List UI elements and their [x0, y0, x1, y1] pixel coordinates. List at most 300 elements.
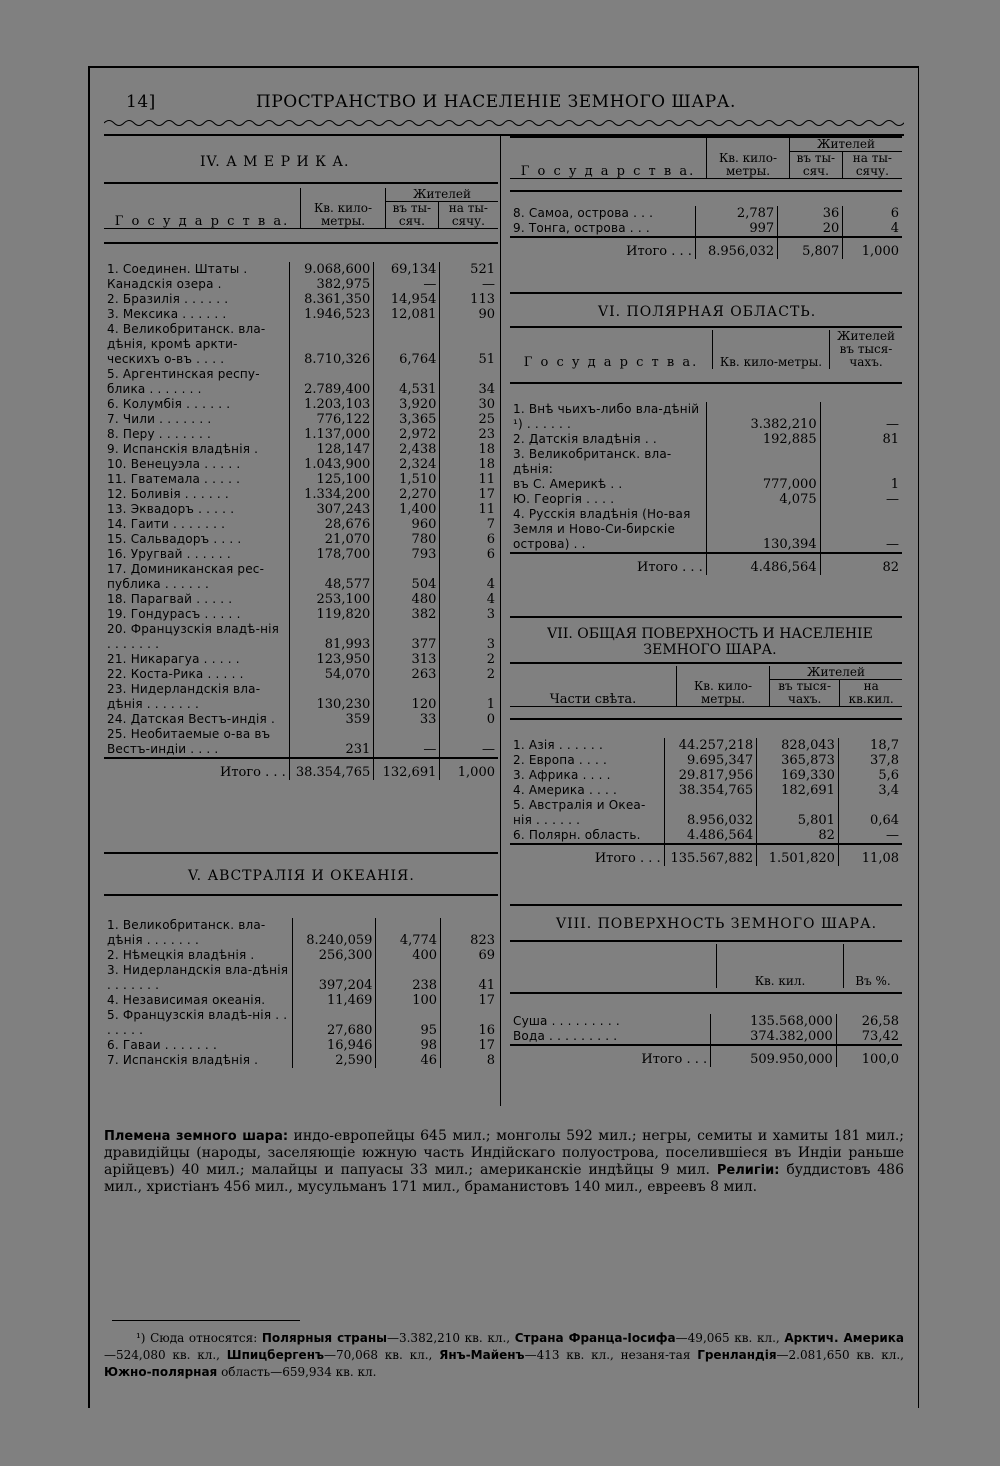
row-value: 54,070: [289, 667, 373, 682]
row-value: [820, 447, 902, 477]
table-row: [104, 1008, 498, 1038]
column-separator: [500, 136, 501, 1106]
row-label: 7. Чили . . . . . . .: [107, 412, 212, 426]
row-label: 6. Колумбія . . . . . .: [107, 397, 231, 411]
table-row: [510, 507, 902, 553]
row-value: 37,8: [838, 753, 902, 768]
row-value: 125,100: [289, 472, 373, 487]
row-value: 11: [440, 472, 498, 487]
australia-table: [104, 918, 498, 1068]
row-value: 16: [441, 1008, 498, 1038]
rule: [510, 940, 902, 942]
col-area: Кв. кило-метры.: [301, 188, 386, 229]
row-label: 6. Гаваи . . . . . . .: [107, 1038, 217, 1052]
australia-title: V. АВСТРАЛІЯ И ОКЕАНІЯ.: [188, 868, 415, 884]
row-value: —: [820, 402, 902, 432]
row-value: 0,64: [838, 798, 902, 828]
row-value: 997: [695, 221, 777, 237]
table-row: [510, 1029, 902, 1045]
row-value: 253,100: [289, 592, 373, 607]
row-value: 18: [440, 442, 498, 457]
row-value: —: [374, 277, 440, 292]
table-row: [104, 397, 498, 412]
total-row: [510, 553, 902, 575]
row-value: 7: [440, 517, 498, 532]
row-value: 8: [441, 1053, 498, 1068]
polar-header: [510, 330, 902, 369]
total-value: 8.956,032: [695, 237, 777, 259]
total-row: [510, 237, 902, 259]
row-value: 27,680: [292, 1008, 376, 1038]
row-value: 374.382,000: [711, 1029, 837, 1045]
row-label: 5. Французскія владѣ-нія . . . . . . .: [107, 1008, 288, 1037]
row-label: Канадскія озера .: [107, 277, 222, 291]
table-row: [104, 487, 498, 502]
world-table: [510, 738, 902, 866]
table-row: [104, 727, 498, 758]
row-value: 20: [778, 221, 843, 237]
row-value: 5,801: [757, 798, 839, 828]
table-row: [104, 963, 498, 993]
row-value: 1.203,103: [289, 397, 373, 412]
row-value: 123,950: [289, 652, 373, 667]
table-row: [104, 562, 498, 592]
row-value: 6: [440, 547, 498, 562]
row-label: 3. Африка . . . .: [513, 768, 611, 782]
row-label: 9. Тонга, острова . . .: [513, 221, 650, 235]
total-value: 509.950,000: [711, 1045, 837, 1067]
row-value: 776,122: [289, 412, 373, 427]
america-title: IV. А М Е Р И К А.: [200, 154, 350, 170]
table-row: [104, 622, 498, 652]
col-area: Кв. кило-метры.: [707, 138, 790, 179]
col-thousands: въ ты-сяч.: [386, 202, 439, 229]
row-value: 365,873: [757, 753, 839, 768]
row-value: 18: [440, 457, 498, 472]
row-value: 307,243: [289, 502, 373, 517]
table-row: [104, 682, 498, 712]
table-row: [510, 206, 902, 221]
col-percent: Въ %.: [844, 944, 903, 988]
america-header: [104, 188, 498, 229]
row-value: 95: [376, 1008, 441, 1038]
rule: [510, 382, 902, 384]
col-per-thousand: на ты-сячу.: [438, 202, 498, 229]
row-value: 1: [440, 682, 498, 712]
row-value: 2: [440, 652, 498, 667]
row-value: 17: [441, 993, 498, 1008]
row-value: 382,975: [289, 277, 373, 292]
col-part: Части свѣта.: [510, 666, 677, 707]
row-value: 397,204: [292, 963, 376, 993]
table-row: [510, 783, 902, 798]
table-row: [104, 532, 498, 547]
row-value: —: [374, 727, 440, 758]
row-value: 3,4: [838, 783, 902, 798]
row-value: 73,42: [836, 1029, 902, 1045]
row-value: 313: [374, 652, 440, 667]
total-value: 1.501,820: [757, 844, 839, 866]
table-row: [104, 412, 498, 427]
table-row: [510, 738, 902, 753]
row-value: 120: [374, 682, 440, 712]
row-label: 11. Гватемала . . . . .: [107, 472, 241, 486]
rule: [510, 662, 902, 664]
row-value: 46: [376, 1053, 441, 1068]
total-value: 38.354,765: [289, 758, 373, 780]
row-value: 51: [440, 322, 498, 367]
row-value: 2,972: [374, 427, 440, 442]
footnote-rule: [112, 1320, 300, 1321]
col-inhabitants: Жителей въ тыся-чахъ.: [830, 330, 903, 369]
table-row: [104, 457, 498, 472]
row-value: 3: [440, 607, 498, 622]
row-value: 359: [289, 712, 373, 727]
row-value: 16,946: [292, 1038, 376, 1053]
row-label: 3. Мексика . . . . . .: [107, 307, 227, 321]
table-row: [510, 402, 902, 432]
rule: [510, 992, 902, 994]
australia-cont-header: [510, 138, 902, 179]
row-label: 16. Уругвай . . . . . .: [107, 547, 231, 561]
table-row: [104, 367, 498, 397]
row-label: Суша . . . . . . . . .: [513, 1014, 620, 1028]
row-label: 4. Великобританск. вла-дѣнія, кромѣ аркти-ческихъ о-въ . . . .: [107, 322, 266, 366]
total-label: Итого . . .: [104, 758, 289, 780]
row-label: 5. Австралія и Океа-нія . . . . . .: [513, 798, 646, 827]
row-value: 1.334,200: [289, 487, 373, 502]
row-value: 81: [820, 432, 902, 447]
row-value: 178,700: [289, 547, 373, 562]
row-label: 21. Никарагуа . . . . .: [107, 652, 240, 666]
total-label: Итого . . .: [510, 1045, 711, 1067]
total-value: 132,691: [374, 758, 440, 780]
row-value: 1.043,900: [289, 457, 373, 472]
total-label: Итого . . .: [510, 844, 664, 866]
row-value: 48,577: [289, 562, 373, 592]
table-row: [510, 447, 902, 477]
row-value: 36: [778, 206, 843, 221]
row-value: 69: [441, 948, 498, 963]
row-value: 793: [374, 547, 440, 562]
row-value: 238: [376, 963, 441, 993]
row-label: 22. Коста-Рика . . . . .: [107, 667, 244, 681]
row-label: 15. Сальвадоръ . . . .: [107, 532, 242, 546]
table-row: [510, 768, 902, 783]
row-value: 1: [820, 477, 902, 492]
australia-cont-table: [510, 206, 902, 259]
fn-d: Шпицбергенъ: [226, 1348, 325, 1362]
rule: [510, 326, 902, 328]
table-row: [510, 1014, 902, 1029]
row-label: 2. Датскія владѣнія . .: [513, 432, 657, 446]
row-value: 28,676: [289, 517, 373, 532]
row-value: 4,774: [376, 918, 441, 948]
row-value: 6: [440, 532, 498, 547]
col-thousands: въ тыся-чахъ.: [770, 680, 840, 707]
row-label: Ю. Георгія . . . .: [513, 492, 615, 506]
row-label: 8. Самоа, острова . . .: [513, 206, 654, 220]
row-value: 33: [374, 712, 440, 727]
total-value: 4.486,564: [706, 553, 820, 575]
row-value: 3: [440, 622, 498, 652]
fn-d-val: —70,068 кв. кл.,: [324, 1348, 440, 1362]
note-text-2: буддистовъ 486 мил., христіанъ 456 мил., мусульманъ 171 мил., браманистовъ 140 мил., евреевъ 8 мил.: [104, 1162, 904, 1195]
row-value: 4.486,564: [664, 828, 757, 844]
row-label: 8. Перу . . . . . . .: [107, 427, 211, 441]
row-value: 263: [374, 667, 440, 682]
row-value: 2,324: [374, 457, 440, 472]
row-label: въ С. Америкѣ . .: [513, 477, 623, 491]
row-value: 34: [440, 367, 498, 397]
rule: [510, 616, 902, 618]
table-row: [104, 262, 498, 277]
row-value: 69,134: [374, 262, 440, 277]
note-lead-2: Религіи:: [716, 1163, 780, 1178]
row-value: 0: [440, 712, 498, 727]
table-row: [104, 547, 498, 562]
table-row: [104, 442, 498, 457]
row-value: 780: [374, 532, 440, 547]
row-label: 12. Боливія . . . . . .: [107, 487, 229, 501]
world-header: [510, 666, 902, 707]
footnote-mark: ¹) Сюда относятся:: [136, 1331, 262, 1345]
row-label: 10. Венецуэла . . . . .: [107, 457, 241, 471]
row-value: 1,400: [374, 502, 440, 517]
row-value: 8.361,350: [289, 292, 373, 307]
row-label: 1. Внѣ чьихъ-либо вла-дѣній ¹) . . . . . .: [513, 402, 700, 431]
row-value: 128,147: [289, 442, 373, 457]
col-inhabitants: Жителей: [386, 188, 499, 202]
row-value: 182,691: [757, 783, 839, 798]
table-row: [104, 993, 498, 1008]
row-value: 3,920: [374, 397, 440, 412]
row-label: 1. Великобританск. вла-дѣнія . . . . . . .: [107, 918, 266, 947]
row-value: 400: [376, 948, 441, 963]
row-value: 8.710,326: [289, 322, 373, 367]
row-value: —: [440, 727, 498, 758]
table-row: [104, 502, 498, 517]
table-row: [104, 918, 498, 948]
row-value: 9.695,347: [664, 753, 757, 768]
row-label: 3. Великобританск. вла-дѣнія:: [513, 447, 672, 476]
row-value: 23: [440, 427, 498, 442]
fn-g-val: область—659,934 кв. кл.: [217, 1365, 377, 1379]
row-value: 6,764: [374, 322, 440, 367]
row-label: 23. Нидерландскія вла-дѣнія . . . . . . .: [107, 682, 261, 711]
row-value: —: [440, 277, 498, 292]
row-value: 192,885: [706, 432, 820, 447]
row-label: 3. Нидерландскія вла-дѣнія . . . . . . .: [107, 963, 289, 992]
row-value: 169,330: [757, 768, 839, 783]
total-value: 1,000: [440, 758, 498, 780]
row-label: 7. Испанскія владѣнія .: [107, 1053, 259, 1067]
table-row: [104, 948, 498, 963]
row-value: 21,070: [289, 532, 373, 547]
total-value: 11,08: [838, 844, 902, 866]
row-value: 960: [374, 517, 440, 532]
page-title: ПРОСТРАНСТВО И НАСЕЛЕНІЕ ЗЕМНОГО ШАРА.: [256, 92, 736, 112]
page-number: 14]: [126, 92, 156, 112]
row-value: 41: [441, 963, 498, 993]
row-value: 3.382,210: [706, 402, 820, 432]
row-value: 6: [843, 206, 902, 221]
rule: [104, 242, 498, 244]
total-row: [510, 844, 902, 866]
row-value: 82: [757, 828, 839, 844]
table-row: [104, 307, 498, 322]
row-value: 8.956,032: [664, 798, 757, 828]
total-value: 1,000: [843, 237, 902, 259]
fn-c-val: —524,080 кв. кл.,: [104, 1348, 227, 1362]
fn-a-val: —3.382,210 кв. кл.,: [386, 1331, 515, 1345]
row-label: 4. Независимая океанія.: [107, 993, 266, 1007]
row-value: 11: [440, 502, 498, 517]
row-label: 2. Нѣмецкія владѣнія .: [107, 948, 255, 962]
row-label: 1. Азія . . . . . .: [513, 738, 603, 752]
row-value: 113: [440, 292, 498, 307]
col-blank: [510, 944, 717, 988]
rule: [510, 904, 902, 906]
table-row: [104, 277, 498, 292]
fn-e-val: —413 кв. кл., незаня-тая: [524, 1348, 698, 1362]
table-row: [104, 592, 498, 607]
row-label: 5. Аргентинская респу-блика . . . . . . .: [107, 367, 260, 396]
row-value: 823: [441, 918, 498, 948]
row-value: 480: [374, 592, 440, 607]
world-title: VII. ОБЩАЯ ПОВЕРХНОСТЬ И НАСЕЛЕНІЕ ЗЕМНОГО ШАРА.: [547, 626, 873, 658]
row-value: 130,230: [289, 682, 373, 712]
row-value: 14,954: [374, 292, 440, 307]
rule: [510, 190, 902, 192]
row-value: 38.354,765: [664, 783, 757, 798]
row-label: 1. Соединен. Штаты .: [107, 262, 248, 276]
col-per-thousand: на ты-сячу.: [842, 152, 902, 179]
row-value: 1.137,000: [289, 427, 373, 442]
col-inhabitants: Жителей: [770, 666, 903, 680]
table-row: [104, 667, 498, 682]
tribes-religions-note: [104, 1128, 904, 1196]
table-row: [104, 652, 498, 667]
row-value: 30: [440, 397, 498, 412]
row-value: 4: [843, 221, 902, 237]
total-label: Итого . . .: [510, 553, 706, 575]
table-row: [104, 427, 498, 442]
row-value: 90: [440, 307, 498, 322]
row-value: 2,270: [374, 487, 440, 502]
row-value: 119,820: [289, 607, 373, 622]
table-row: [104, 1053, 498, 1068]
row-label: 19. Гондурасъ . . . . .: [107, 607, 241, 621]
table-row: [510, 828, 902, 844]
row-value: 17: [440, 487, 498, 502]
row-value: —: [838, 828, 902, 844]
col-state: Г о с у д а р с т в а.: [104, 188, 301, 229]
row-value: 5,6: [838, 768, 902, 783]
row-label: Вода . . . . . . . . .: [513, 1029, 618, 1043]
fn-b: Страна Франца-Іосифа: [514, 1331, 676, 1345]
table-row: [104, 472, 498, 487]
row-value: 231: [289, 727, 373, 758]
row-value: 98: [376, 1038, 441, 1053]
row-label: 20. Французскія владѣ-нія . . . . . . .: [107, 622, 280, 651]
row-value: 29.817,956: [664, 768, 757, 783]
note-text-1: индо-европейцы 645 мил.; монголы 592 мил.; негры, семиты и хамиты 181 мил.; дравидійцы (народы, заселяющіе южную часть Индійскаго полуострова, поселившіеся въ Индіи раньше арійцевъ) 40 мил.; малайцы и папуасы 33 мил.; американскіе индѣйцы 9 мил.: [104, 1128, 904, 1178]
row-value: [706, 447, 820, 477]
row-value: —: [820, 507, 902, 553]
row-value: 8.240,059: [292, 918, 376, 948]
fn-f-val: —2.081,650 кв. кл.,: [776, 1348, 904, 1362]
rule: [104, 894, 498, 896]
row-label: 9. Испанскія владѣнія .: [107, 442, 259, 456]
total-label: Итого . . .: [510, 237, 695, 259]
table-row: [510, 477, 902, 492]
total-value: 5,807: [778, 237, 843, 259]
row-value: 3,365: [374, 412, 440, 427]
note-lead: Племена земного шара:: [104, 1129, 289, 1144]
row-label: 13. Эквадоръ . . . . .: [107, 502, 235, 516]
fn-a: Полярныя страны: [261, 1331, 387, 1345]
col-inhabitants: Жителей: [790, 138, 903, 152]
polar-table: [510, 402, 902, 575]
col-per-km: на кв.кил.: [840, 680, 902, 707]
table-row: [510, 492, 902, 507]
row-value: 504: [374, 562, 440, 592]
america-table: [104, 262, 498, 780]
row-label: 4. Русскія владѣнія (Но-вая Земля и Ново-Си-бирскіе острова) . .: [513, 507, 691, 551]
table-row: [510, 221, 902, 237]
row-label: 2. Бразилія . . . . . .: [107, 292, 229, 306]
row-value: 81,993: [289, 622, 373, 652]
fn-g: Южно-полярная: [104, 1365, 218, 1379]
row-value: 4,531: [374, 367, 440, 397]
table-row: [510, 798, 902, 828]
row-label: 2. Европа . . . .: [513, 753, 607, 767]
total-value: 100,0: [836, 1045, 902, 1067]
col-area: Кв. кило-метры.: [713, 330, 830, 369]
row-value: 377: [374, 622, 440, 652]
row-value: 2,438: [374, 442, 440, 457]
total-value: 135.567,882: [664, 844, 757, 866]
row-value: —: [820, 492, 902, 507]
row-value: 9.068,600: [289, 262, 373, 277]
row-value: 44.257,218: [664, 738, 757, 753]
total-value: 82: [820, 553, 902, 575]
row-label: 25. Необитаемые о-ва въ Вестъ-индіи . . . .: [107, 727, 271, 756]
row-value: 26,58: [836, 1014, 902, 1029]
row-value: 2,590: [292, 1053, 376, 1068]
table-row: [104, 517, 498, 532]
footnote: [104, 1330, 904, 1381]
col-area: Кв. кило-метры.: [677, 666, 770, 707]
surface-title: VIII. ПОВЕРХНОСТЬ ЗЕМНОГО ШАРА.: [556, 916, 878, 932]
row-value: 12,081: [374, 307, 440, 322]
polar-title: VI. ПОЛЯРНАЯ ОБЛАСТЬ.: [598, 304, 817, 320]
row-label: 24. Датская Вестъ-индія .: [107, 712, 275, 726]
fn-f: Гренландія: [697, 1348, 777, 1362]
table-row: [104, 1038, 498, 1053]
row-value: 100: [376, 993, 441, 1008]
col-thousands: въ ты-сяч.: [790, 152, 843, 179]
row-value: 4: [440, 592, 498, 607]
row-value: 135.568,000: [711, 1014, 837, 1029]
row-value: 521: [440, 262, 498, 277]
total-row: [104, 758, 498, 780]
row-value: 1.946,523: [289, 307, 373, 322]
row-label: 6. Полярн. область.: [513, 828, 641, 842]
row-label: 4. Америка . . . .: [513, 783, 618, 797]
row-value: 4: [440, 562, 498, 592]
